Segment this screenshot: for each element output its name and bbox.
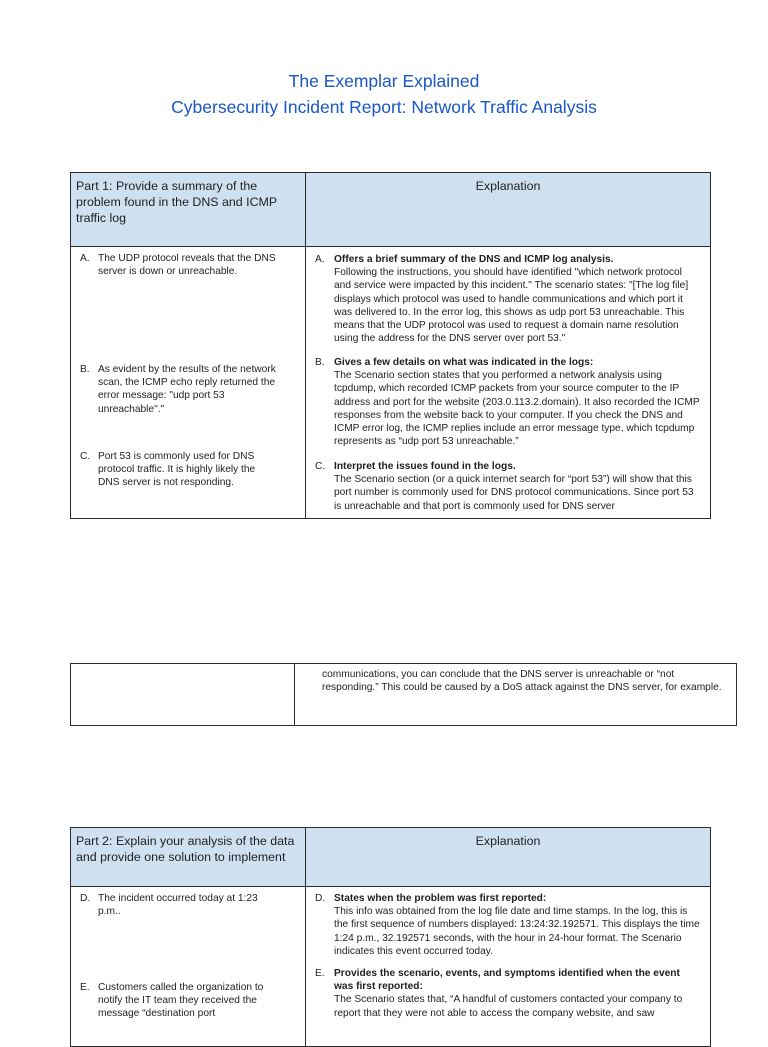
- part1-answers-cell: [71, 247, 306, 519]
- part2-explanations-cell: [306, 887, 711, 1047]
- part1-explanation-a: [315, 253, 701, 345]
- part1-answer-b: [80, 363, 292, 416]
- part1-continuation-text: communications, you can conclude that the DNS server is unreachable or “not responding.” This could be caused by a DoS attack against the DNS server, for example.: [295, 664, 737, 726]
- item-text: Port 53 is commonly used for DNS protocol traffic. It is highly likely the DNS server is not responding.: [98, 451, 256, 489]
- item-label: A.: [80, 253, 90, 264]
- part1-header-explanation: Explanation: [306, 173, 711, 247]
- part1-explanations-cell: [306, 247, 711, 519]
- item-label: B.: [315, 357, 325, 368]
- part2-answer-e: [80, 981, 286, 1021]
- explanation-heading: States when the problem was first reported:: [334, 893, 547, 904]
- part2-header-prompt: Part 2: Explain your analysis of the data and provide one solution to implement: [71, 828, 306, 887]
- item-label: D.: [80, 893, 91, 904]
- part1-body-row: [71, 247, 711, 519]
- part2-header-row: [71, 828, 711, 887]
- part1-table: [70, 172, 711, 519]
- part1-header-prompt: Part 1: Provide a summary of the problem found in the DNS and ICMP traffic log: [71, 173, 306, 247]
- explanation-body: The Scenario section (or a quick internet search for “port 53”) will show that this port number is commonly used for DNS protocol communications. Since port 53 is unreachable and that port is commonly used for DNS server: [334, 474, 694, 512]
- item-text: The incident occurred today at 1:23 p.m..: [98, 893, 258, 918]
- part1-explanation-b: [315, 356, 701, 448]
- explanation-body: Following the instructions, you should have identified "which network protocol and service were impacted by this incident." The scenario states: "[The log file] displays which protocol was used to handle communications and which port it was delivered to. In the error log, this shows as udp port 53 unreachable. This means that the UDP protocol was used to request a domain name resolution using the address for the DNS server over port 53.": [334, 267, 689, 345]
- item-label: E.: [315, 968, 325, 979]
- document-title: The Exemplar Explained: [288, 71, 480, 91]
- explanation-heading: Gives a few details on what was indicated in the logs:: [334, 357, 594, 368]
- part1-explanation-c: [315, 460, 701, 513]
- item-label: D.: [315, 893, 326, 904]
- part1-continuation-table: [70, 663, 737, 726]
- item-label: C.: [80, 451, 91, 462]
- explanation-body: The Scenario section states that you performed a network analysis using tcpdump, which recorded ICMP packets from your source computer to the IP address and port for the website (203.0.113.2.domain). It also recorded the ICMP responses from the website back to your computer. If you check the DNS and ICMP error log, the ICMP replies include an error message type, which tcpdump represents as “udp port 53 unreachable.”: [334, 370, 700, 448]
- document-subtitle: Cybersecurity Incident Report: Network Traffic Analysis: [171, 97, 597, 117]
- part1-answer-c: [80, 450, 274, 490]
- item-text: Customers called the organization to notify the IT team they received the message “destination port: [98, 982, 264, 1020]
- part1-header-row: [71, 173, 711, 247]
- part2-explanation-d: [315, 892, 701, 958]
- item-text: The UDP protocol reveals that the DNS server is down or unreachable.: [98, 253, 276, 278]
- item-label: E.: [80, 982, 90, 993]
- part2-body-row: [71, 887, 711, 1047]
- continuation-empty-cell: [71, 664, 295, 726]
- item-text: As evident by the results of the network scan, the ICMP echo reply returned the error message: "udp port 53 unreachable".": [98, 364, 276, 415]
- part1-continuation-row: [71, 664, 737, 726]
- part2-answers-cell: [71, 887, 306, 1047]
- explanation-heading: Interpret the issues found in the logs.: [334, 461, 516, 472]
- part2-header-explanation: Explanation: [306, 828, 711, 887]
- item-label: A.: [315, 254, 325, 265]
- part2-explanation-e: [315, 967, 701, 1020]
- explanation-heading: Offers a brief summary of the DNS and ICMP log analysis.: [334, 254, 614, 265]
- explanation-body: This info was obtained from the log file date and time stamps. In the log, this is the first sequence of numbers displayed: 13:24:32.192571. This displays the time 1:24 p.m., 32.192571 seconds, with the hour in 24-hour format. The Scenario indicates this event occurred today.: [334, 906, 700, 957]
- part1-answer-a: [80, 252, 288, 278]
- explanation-heading: Provides the scenario, events, and symptoms identified when the event was first reported:: [334, 968, 680, 993]
- part2-table: [70, 827, 711, 1047]
- explanation-body: The Scenario states that, “A handful of customers contacted your company to report that they were not able to access the company website, and saw: [334, 994, 683, 1019]
- item-label: C.: [315, 461, 326, 472]
- item-label: B.: [80, 364, 90, 375]
- part2-answer-d: [80, 892, 280, 918]
